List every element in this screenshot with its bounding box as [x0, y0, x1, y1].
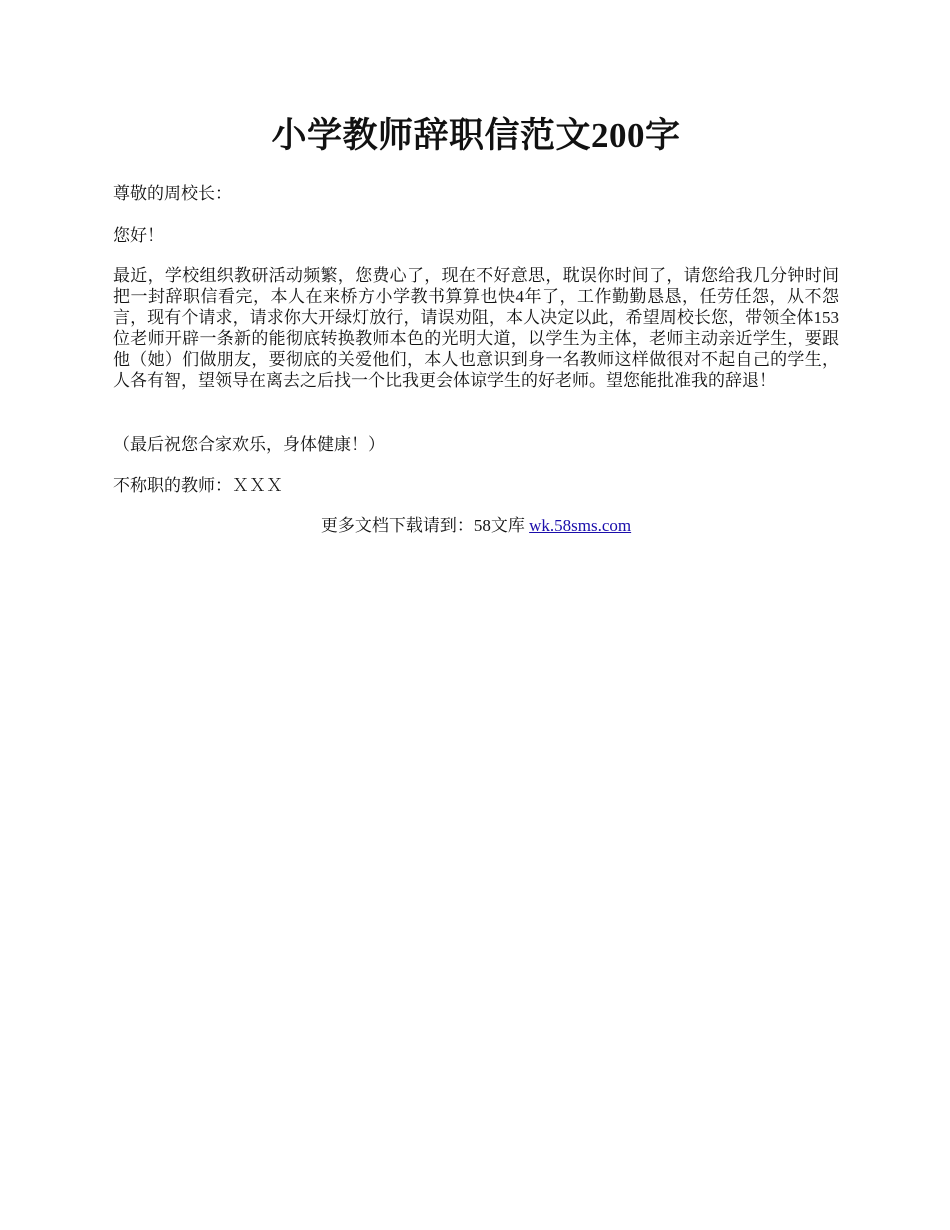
signature: 不称职的教师：ＸＸＸ — [113, 476, 283, 495]
footer-link[interactable]: wk.58sms.com — [529, 516, 632, 535]
document-title: 小学教师辞职信范文200字 — [271, 116, 681, 155]
closing-wishes: （最后祝您合家欢乐，身体健康！） — [113, 435, 385, 454]
download-footer — [113, 515, 839, 536]
footer-prefix: 更多文档下载请到：58文库 — [320, 516, 530, 535]
salutation: 尊敬的周校长： — [113, 184, 232, 203]
letter-body: 最近，学校组织教研活动频繁，您费心了，现在不好意思，耽误你时间了，请您给我几分钟时间把一封辞职信看完，本人在来桥方小学教书算算也快4年了，工作勤勤恳恳，任劳任怨，从不怨言，现有个请求，请求你大开绿灯放行，请误劝阻，本人决定以此，希望周校长您，带领全体153位老师开辟一条新的能彻底转换教师本色的光明大道，以学生为主体，老师主动亲近学生，要跟他（她）们做朋友，要彻底的关爱他们，本人也意识到身一名教师这样做很对不起自己的学生，人各有智，望领导在离去之后找一个比我更会体谅学生的好老师。望您能批准我的辞退！ — [113, 266, 839, 390]
greeting: 您好！ — [113, 226, 164, 245]
